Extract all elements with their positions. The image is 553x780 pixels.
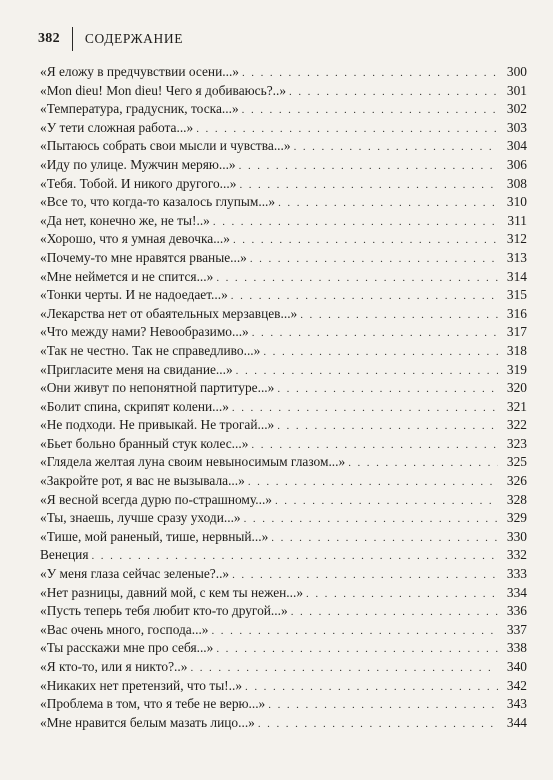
toc-entry-title: «Так не честно. Так не справедливо...»: [40, 342, 261, 358]
toc-entry-title: «Вас очень много, господа...»: [40, 621, 209, 637]
toc-entry: [40, 63, 527, 82]
toc-entry-page: 338: [506, 640, 527, 656]
toc-entry-page: 332: [506, 547, 527, 563]
toc-entry-page: 314: [506, 268, 527, 284]
toc-entry-page: 301: [506, 82, 527, 98]
toc-entry: [40, 453, 527, 472]
toc-leader-dots: [291, 603, 498, 622]
toc-leader-dots: [271, 529, 498, 548]
toc-entry-page: 343: [506, 696, 527, 712]
toc-leader-dots: [248, 473, 498, 492]
toc-entry-page: 304: [506, 138, 527, 154]
toc-entry: [40, 621, 527, 640]
page-header: [38, 26, 183, 52]
toc-entry: [40, 509, 527, 528]
toc-entry-title: «Закройте рот, я вас не вызывала...»: [40, 473, 245, 489]
toc-entry: [40, 491, 527, 510]
toc-entry: [40, 695, 527, 714]
toc-leader-dots: [196, 120, 498, 139]
toc-leader-dots: [216, 269, 498, 288]
toc-leader-dots: [232, 399, 498, 418]
toc-entry-title: «Лекарства нет от обаятельных мерзавцев...»: [40, 305, 298, 321]
toc-leader-dots: [251, 436, 498, 455]
toc-entry-page: 318: [506, 342, 527, 358]
toc-entry: [40, 268, 527, 287]
toc-leader-dots: [294, 138, 498, 157]
toc-entry: [40, 398, 527, 417]
toc-leader-dots: [244, 510, 498, 529]
toc-entry-title: «Глядела желтая луна своим невыносимым глазом...»: [40, 454, 346, 470]
toc-leader-dots: [300, 306, 498, 325]
toc-entry-page: 316: [506, 305, 527, 321]
toc-entry: [40, 286, 527, 305]
toc-entry: [40, 100, 527, 119]
toc-entry-page: 312: [506, 231, 527, 247]
toc-entry-title: «Все то, что когда-то казалось глупым...»: [40, 194, 276, 210]
toc-entry-title: «Пусть теперь тебя любит кто-то другой...»: [40, 603, 288, 619]
toc-entry-page: 326: [506, 473, 527, 489]
toc-entry-title: «Проблема в том, что я тебе не верю...»: [40, 696, 266, 712]
toc-leader-dots: [216, 640, 498, 659]
toc-entry: [40, 602, 527, 621]
toc-entry-page: 322: [506, 417, 527, 433]
toc-entry-page: 323: [506, 435, 527, 451]
toc-entry: [40, 714, 527, 733]
toc-entry: [40, 119, 527, 138]
toc-entry-page: 330: [506, 528, 527, 544]
toc-leader-dots: [277, 417, 498, 436]
toc-leader-dots: [289, 83, 498, 102]
toc-entry-page: 315: [506, 287, 527, 303]
toc-entry-page: 317: [506, 324, 527, 340]
toc-entry-page: 300: [506, 64, 527, 79]
toc-entry-title: Венеция: [40, 547, 89, 563]
toc-entry-page: 302: [506, 101, 527, 117]
toc-leader-dots: [245, 678, 498, 697]
toc-entry-title: «Температура, градусник, тоска...»: [40, 101, 239, 117]
toc-entry-title: «Что между нами? Невообразимо...»: [40, 324, 249, 340]
toc-entry-title: «Тебя. Тобой. И никого другого...»: [40, 175, 237, 191]
toc-entry-title: «Они живут по непонятной партитуре...»: [40, 380, 275, 396]
toc-entry: [40, 565, 527, 584]
toc-leader-dots: [236, 362, 498, 381]
table-of-contents: [40, 63, 527, 732]
toc-entry: [40, 677, 527, 696]
toc-entry: [40, 193, 527, 212]
toc-entry-title: «Я еложу в предчувствии осени...»: [40, 64, 239, 79]
toc-entry: [40, 584, 527, 603]
page-number: 382: [38, 31, 60, 46]
toc-entry-page: 303: [506, 119, 527, 135]
toc-entry: [40, 416, 527, 435]
toc-leader-dots: [268, 696, 498, 715]
toc-leader-dots: [212, 622, 499, 641]
toc-entry-title: «Иду по улице. Мужчин меряю...»: [40, 156, 236, 172]
toc-leader-dots: [277, 380, 498, 399]
toc-leader-dots: [190, 659, 498, 678]
toc-entry: [40, 137, 527, 156]
toc-entry-title: «Ты, знаешь, лучше сразу уходи...»: [40, 510, 241, 526]
toc-leader-dots: [306, 585, 498, 604]
toc-leader-dots: [242, 64, 498, 83]
toc-entry-page: 344: [506, 714, 527, 730]
toc-leader-dots: [275, 492, 498, 511]
toc-entry: [40, 249, 527, 268]
toc-entry: [40, 342, 527, 361]
toc-leader-dots: [348, 454, 498, 473]
toc-entry-page: 337: [506, 621, 527, 637]
toc-leader-dots: [91, 547, 498, 566]
toc-entry-page: 334: [506, 584, 527, 600]
header-divider: [72, 27, 73, 51]
toc-leader-dots: [263, 343, 498, 362]
toc-entry-page: 329: [506, 510, 527, 526]
toc-leader-dots: [252, 324, 498, 343]
toc-entry: [40, 639, 527, 658]
toc-entry-page: 310: [506, 194, 527, 210]
section-title: СОДЕРЖАНИЕ: [84, 31, 184, 46]
toc-entry: [40, 230, 527, 249]
toc-entry-title: «Я весной всегда дурю по-страшному...»: [40, 491, 272, 507]
toc-leader-dots: [233, 231, 498, 250]
toc-entry-title: «Мне неймется и не спится...»: [40, 268, 214, 284]
toc-entry-title: «Болит спина, скрипят колени...»: [40, 398, 229, 414]
toc-entry-page: 342: [506, 677, 527, 693]
toc-entry: [40, 82, 527, 101]
toc-entry-page: 308: [506, 175, 527, 191]
toc-entry-page: 340: [506, 659, 527, 674]
toc-entry-title: «Тише, мой раненый, тише, нервный...»: [40, 528, 269, 544]
toc-leader-dots: [242, 101, 498, 120]
toc-entry-title: «Хорошо, что я умная девочка...»: [40, 231, 230, 247]
toc-entry: [40, 472, 527, 491]
toc-entry-page: 321: [506, 398, 527, 414]
toc-entry-page: 313: [506, 249, 527, 265]
toc-entry-title: «Бьет больно бранный стук колес...»: [40, 435, 249, 451]
toc-entry: [40, 305, 527, 324]
toc-entry: [40, 156, 527, 175]
toc-entry-title: «Пытаюсь собрать свои мысли и чувства...»: [40, 138, 291, 154]
toc-entry-page: 311: [507, 212, 527, 228]
toc-entry: [40, 361, 527, 380]
toc-leader-dots: [239, 157, 498, 176]
toc-entry-page: 319: [506, 361, 527, 377]
toc-leader-dots: [258, 715, 498, 734]
toc-entry-title: «Тонки черты. И не надоедает...»: [40, 287, 228, 303]
toc-entry-title: «Никаких нет претензий, что ты!..»: [40, 677, 243, 693]
toc-entry-page: 325: [506, 454, 527, 470]
toc-entry-page: 320: [506, 380, 527, 396]
toc-entry-title: «Пригласите меня на свидание...»: [40, 361, 233, 377]
toc-entry-title: «У меня глаза сейчас зеленые?..»: [40, 566, 230, 582]
toc-entry-page: 333: [506, 566, 527, 582]
toc-entry-title: «Mon dieu! Mon dieu! Чего я добиваюсь?..»: [40, 82, 287, 98]
toc-leader-dots: [231, 287, 498, 306]
toc-entry-page: 328: [506, 491, 527, 507]
toc-entry: [40, 528, 527, 547]
toc-entry: [40, 546, 527, 565]
toc-entry: [40, 175, 527, 194]
toc-leader-dots: [239, 176, 498, 195]
toc-leader-dots: [250, 250, 498, 269]
toc-entry: [40, 435, 527, 454]
toc-entry-title: «Ты расскажи мне про себя...»: [40, 640, 214, 656]
toc-entry-title: «У тети сложная работа...»: [40, 119, 194, 135]
toc-entry-page: 306: [506, 156, 527, 172]
toc-entry-title: «Нет разницы, давний мой, с кем ты нежен...»: [40, 584, 304, 600]
toc-entry: [40, 212, 527, 231]
toc-leader-dots: [232, 566, 498, 585]
toc-entry: [40, 323, 527, 342]
toc-entry-page: 336: [506, 603, 527, 619]
toc-entry-title: «Я кто-то, или я никто?..»: [40, 659, 188, 674]
toc-entry-title: «Мне нравится белым мазать лицо...»: [40, 714, 255, 730]
toc-entry-title: «Почему-то мне нравятся рваные...»: [40, 249, 247, 265]
toc-leader-dots: [278, 194, 498, 213]
toc-entry-title: «Да нет, конечно же, не ты!..»: [40, 212, 210, 228]
toc-entry: [40, 658, 527, 677]
toc-entry: [40, 379, 527, 398]
toc-entry-title: «Не подходи. Не привыкай. Не трогай...»: [40, 417, 275, 433]
toc-leader-dots: [213, 213, 498, 232]
